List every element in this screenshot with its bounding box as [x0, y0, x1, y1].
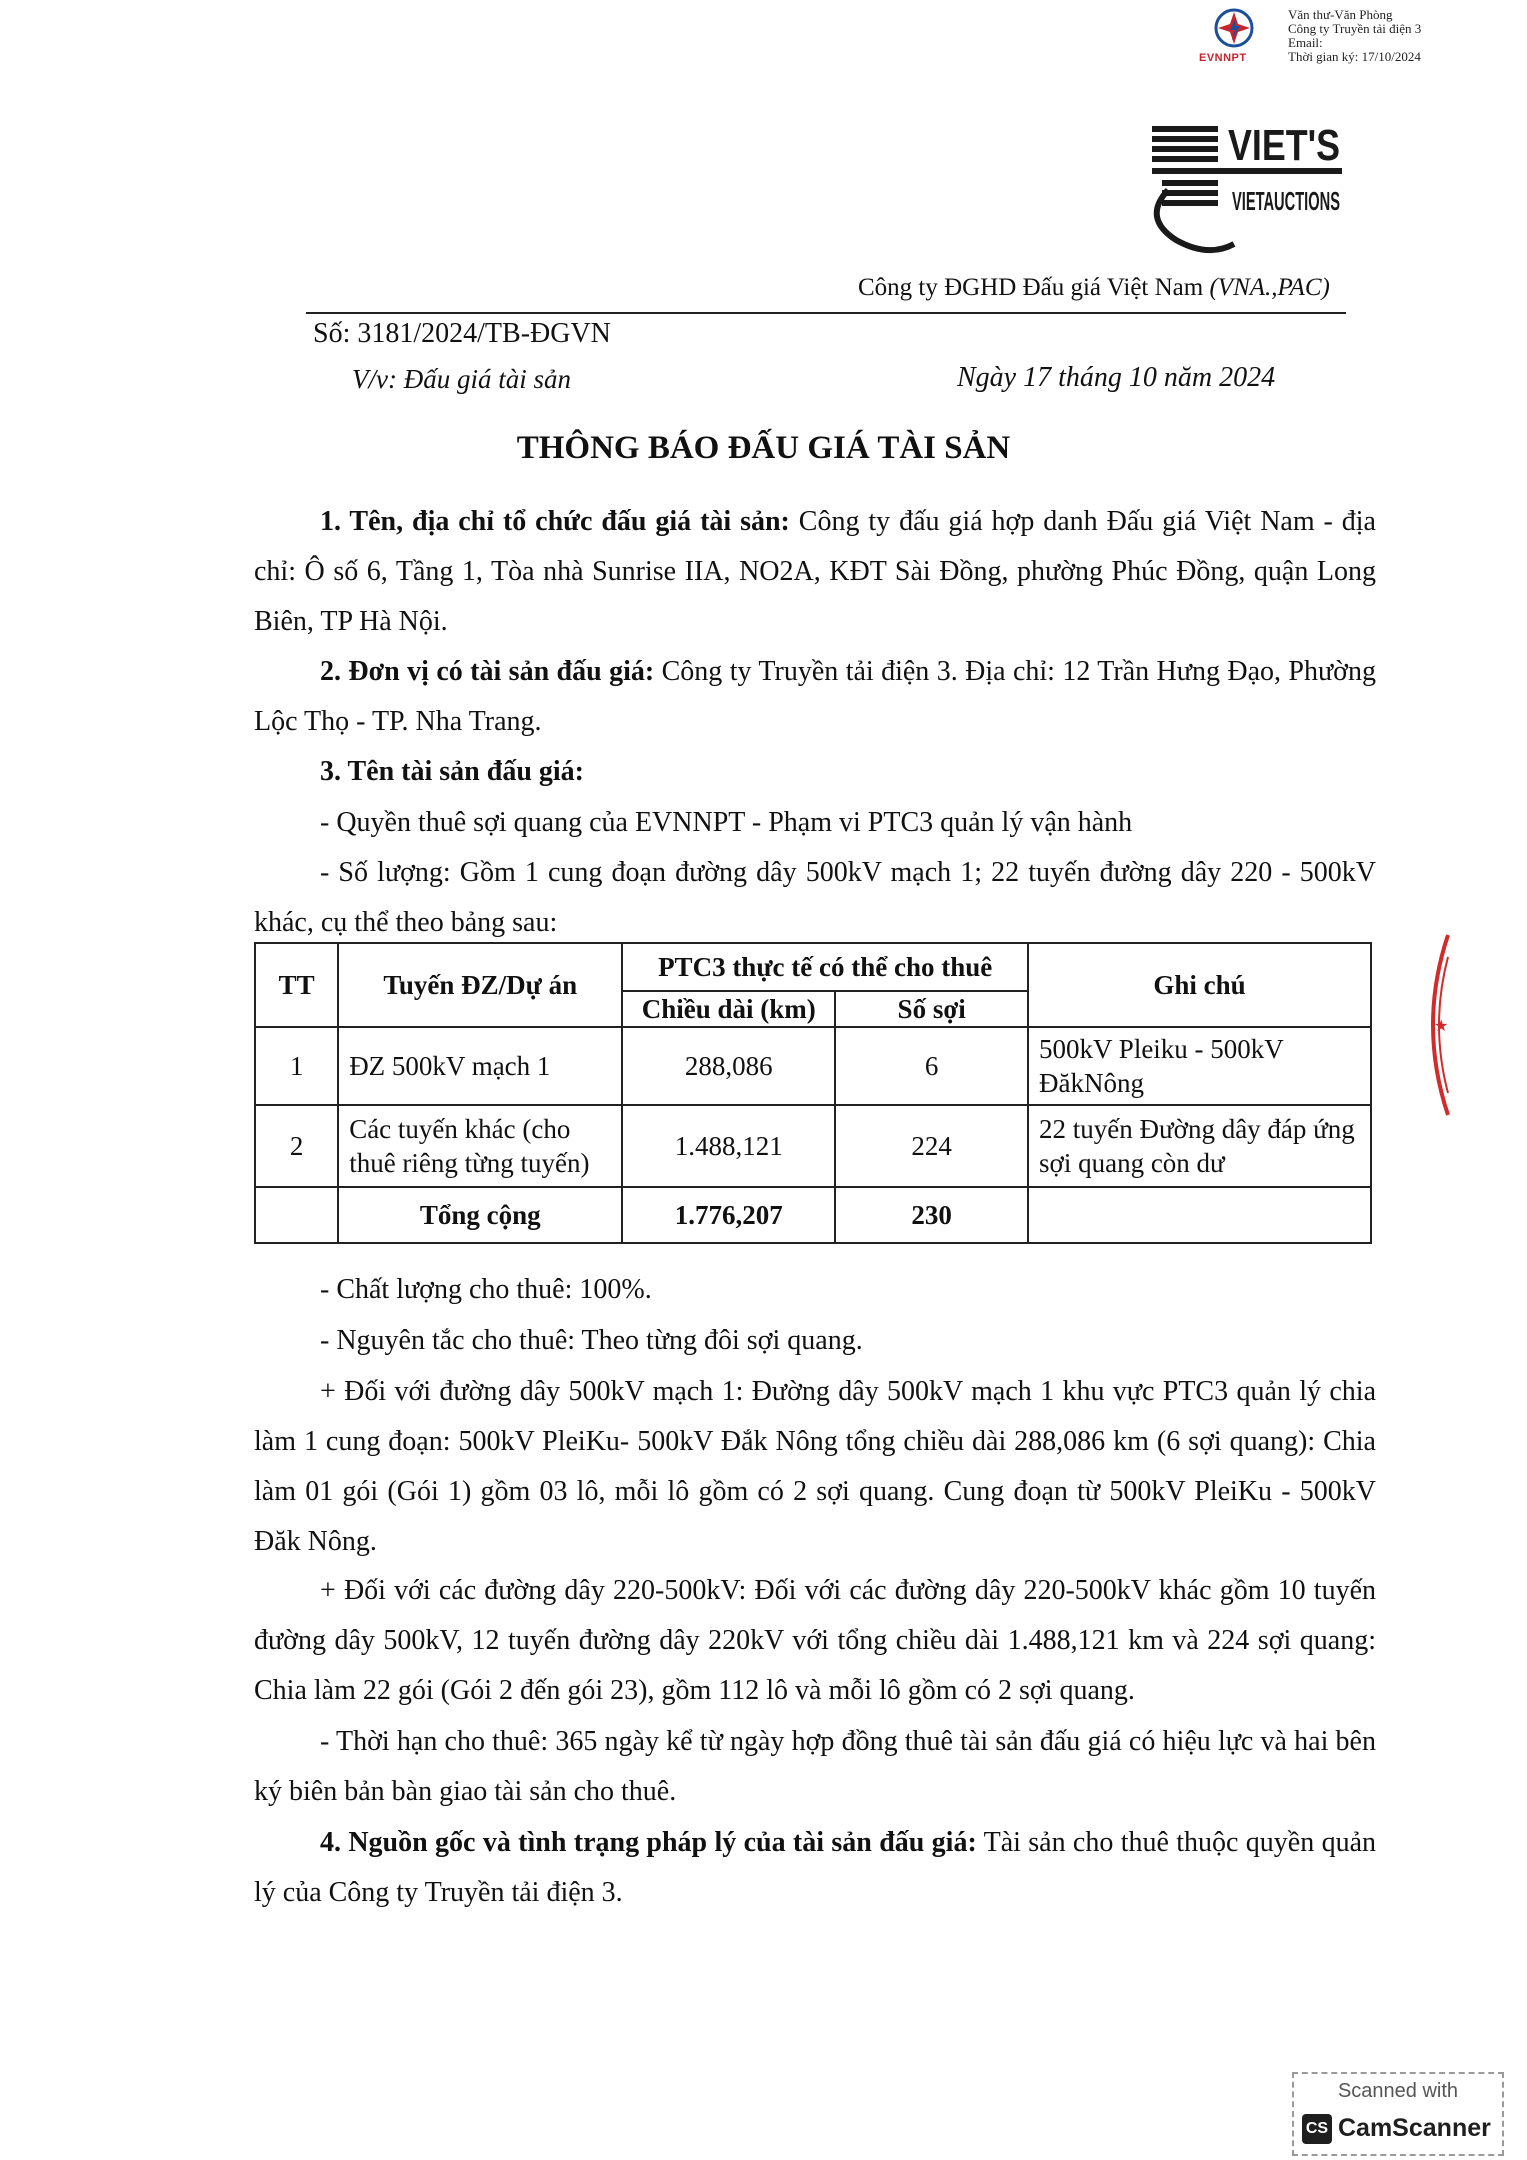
row-fibers: 6	[835, 1027, 1028, 1105]
asset-table	[254, 942, 1372, 1244]
document-title: THÔNG BÁO ĐẤU GIÁ TÀI SẢN	[516, 430, 1011, 466]
svg-text:★: ★	[1434, 1016, 1449, 1035]
signature-line: Email:	[1288, 35, 1323, 50]
camscanner-icon: CS	[1302, 2114, 1332, 2144]
row-note: 22 tuyến Đường dây đáp ứng sợi quang còn dư	[1028, 1105, 1371, 1187]
circuit-1-paragraph: + Đối với đường dây 500kV mạch 1: Đường dây 500kV mạch 1 khu vực PTC3 quản lý chia làm 1 cung đoạn: 500kV PleiKu- 500kV Đắk Nông tổng chiều dài 288,086 km (6 sợi quang): Chia làm 01 gói (Gói 1) gồm 03 lô, mỗi lô gồm có 2 sợi quang. Cung đoạn từ 500kV PleiKu - 500kV Đăk Nông.	[254, 1376, 1376, 1557]
evn-emblem-icon	[1205, 6, 1263, 52]
company-abbr: (VNA.,PAC)	[1209, 274, 1330, 301]
header-fibers: Số sợi	[835, 991, 1028, 1027]
header-divider	[306, 312, 1346, 314]
row-tt: 2	[255, 1105, 338, 1187]
section-2-label: 2. Đơn vị có tài sản đấu giá:	[320, 656, 655, 687]
section-3-label	[254, 747, 1376, 797]
section-2-text: Công ty Truyền tải điện 3. Địa chỉ: 12 Trần Hưng Đạo, Phường Lộc Thọ - TP. Nha Trang.	[254, 656, 1376, 737]
header-length: Chiều dài (km)	[622, 991, 835, 1027]
total-fibers: 230	[835, 1187, 1028, 1243]
header-tt: TT	[255, 943, 338, 1027]
section-1	[254, 497, 1376, 647]
total-label: Tổng cộng	[338, 1187, 622, 1243]
header-ptc3: PTC3 thực tế có thể cho thuê	[622, 943, 1028, 991]
signature-line: Thời gian ký: 17/10/2024	[1288, 49, 1421, 64]
header-route: Tuyến ĐZ/Dự án	[338, 943, 622, 1027]
table-row	[255, 1027, 1371, 1105]
section-1-text: Công ty đấu giá hợp danh Đấu giá Việt Nam - địa chỉ: Ô số 6, Tầng 1, Tòa nhà Sunrise IIA, NO2A, KĐT Sài Đồng, phường Phúc Đồng, quận Long Biên, TP Hà Nội.	[254, 506, 1376, 637]
evnnpt-logo	[1199, 6, 1263, 64]
total-tt	[255, 1187, 338, 1243]
signature-info	[1288, 8, 1421, 64]
signature-line: Văn thư-Văn Phòng	[1288, 7, 1393, 22]
camscanner-caption: Scanned with	[1337, 2080, 1459, 2102]
red-seal-edge	[1418, 935, 1448, 1115]
section-4-text: Tài sản cho thuê thuộc quyền quản lý của Công ty Truyền tải điện 3.	[254, 1827, 1376, 1908]
logo-subname: VIETAUCTIONS	[1232, 186, 1340, 216]
row-route: ĐZ 500kV mạch 1	[338, 1027, 622, 1105]
row-length: 288,086	[622, 1027, 835, 1105]
section-4	[254, 1818, 1376, 1918]
row-length: 1.488,121	[622, 1105, 835, 1187]
company-name	[858, 274, 1330, 302]
quality-line: - Chất lượng cho thuê: 100%.	[320, 1274, 652, 1305]
company-name-text: Công ty ĐGHD Đấu giá Việt Nam	[858, 274, 1204, 301]
other-lines-paragraph: + Đối với các đường dây 220-500kV: Đối với các đường dây 220-500kV khác gồm 10 tuyến đường dây 500kV, 12 tuyến đường dây 220kV với tổng chiều dài 1.488,121 km và 224 sợi quang: Chia làm 22 gói (Gói 2 đến gói 23), gồm 112 lô và mỗi lô gồm có 2 sợi quang.	[254, 1575, 1376, 1706]
row-tt: 1	[255, 1027, 338, 1105]
table-total-row	[255, 1187, 1371, 1243]
document-number: Số: 3181/2024/TB-ĐGVN	[313, 318, 611, 349]
row-route: Các tuyến khác (cho thuê riêng từng tuyến)	[338, 1105, 622, 1187]
term-paragraph: - Thời hạn cho thuê: 365 ngày kể từ ngày hợp đồng thuê tài sản đấu giá có hiệu lực và hai bên ký biên bản bàn giao tài sản cho thuê.	[254, 1726, 1376, 1807]
total-length: 1.776,207	[622, 1187, 835, 1243]
section-3-item-1: - Quyền thuê sợi quang của EVNNPT - Phạm vi PTC3 quản lý vận hành	[320, 807, 1133, 838]
camscanner-name: CamScanner	[1338, 2114, 1491, 2142]
section-4-label: 4. Nguồn gốc và tình trạng pháp lý của tài sản đấu giá:	[320, 1827, 977, 1858]
section-2	[254, 647, 1376, 747]
total-note	[1028, 1187, 1371, 1243]
header-note: Ghi chú	[1028, 943, 1371, 1027]
row-fibers: 224	[835, 1105, 1028, 1187]
camscanner-badge	[1292, 2072, 1504, 2156]
table-row	[255, 1105, 1371, 1187]
section-1-label: 1. Tên, địa chỉ tổ chức đấu giá tài sản:	[320, 506, 790, 537]
table-header-row	[255, 943, 1371, 991]
document-subject: V/v: Đấu giá tài sản	[352, 364, 571, 394]
vietauctions-logo	[1148, 118, 1348, 268]
signature-line: Công ty Truyền tải điện 3	[1288, 21, 1422, 36]
section-3-label-text: 3. Tên tài sản đấu giá:	[320, 756, 584, 787]
evn-brand-text: EVNNPT	[1199, 52, 1247, 64]
row-note: 500kV Pleiku - 500kV ĐăkNông	[1028, 1027, 1371, 1105]
document-date: Ngày 17 tháng 10 năm 2024	[957, 362, 1276, 393]
logo-name: VIET'S	[1228, 121, 1340, 170]
section-3-item-2: - Số lượng: Gồm 1 cung đoạn đường dây 500kV mạch 1; 22 tuyến đường dây 220 - 500kV khác, cụ thể theo bảng sau:	[254, 857, 1376, 938]
principle-line: - Nguyên tắc cho thuê: Theo từng đôi sợi quang.	[320, 1325, 863, 1356]
